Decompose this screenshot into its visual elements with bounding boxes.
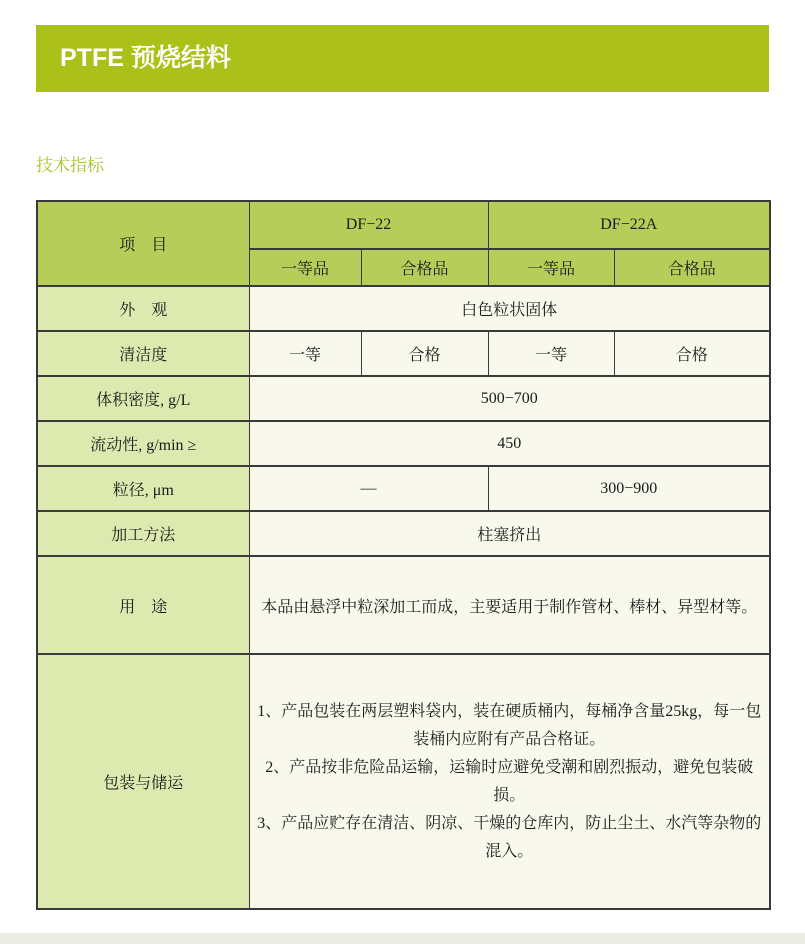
packaging-line-2: 2、产品按非危险品运输，运输时应避免受潮和剧烈振动，避免包装破损。 bbox=[265, 758, 754, 804]
packaging-line-3: 3、产品应贮存在清洁、阴凉、干燥的仓库内，防止尘土、水汽等杂物的混入。 bbox=[257, 814, 762, 860]
row-label-usage: 用 途 bbox=[37, 556, 249, 654]
cell-processing-method-value: 柱塞挤出 bbox=[249, 511, 770, 556]
page-title: PTFE 预烧结料 bbox=[60, 44, 231, 72]
cell-cleanliness-df22-qualified: 合格 bbox=[361, 331, 488, 376]
row-label-flowability: 流动性, g/min ≥ bbox=[37, 421, 249, 466]
page-title-bar bbox=[36, 25, 769, 92]
col-header-item: 项 目 bbox=[37, 201, 249, 286]
table-row-bulk-density bbox=[37, 376, 770, 421]
table-row-usage bbox=[37, 556, 770, 654]
row-label-cleanliness: 清洁度 bbox=[37, 331, 249, 376]
cell-packaging-storage-text bbox=[249, 654, 770, 909]
row-label-bulk-density: 体积密度, g/L bbox=[37, 376, 249, 421]
cell-flowability-value: 450 bbox=[249, 421, 770, 466]
table-row-processing-method bbox=[37, 511, 770, 556]
row-label-particle-size: 粒径, μm bbox=[37, 466, 249, 511]
section-label: 技术指标 bbox=[36, 156, 104, 175]
cell-cleanliness-df22a-qualified: 合格 bbox=[614, 331, 770, 376]
cell-cleanliness-df22-first: 一等 bbox=[249, 331, 361, 376]
row-label-processing-method: 加工方法 bbox=[37, 511, 249, 556]
page-bottom-edge bbox=[0, 933, 805, 944]
table-row-particle-size bbox=[37, 466, 770, 511]
cell-usage-text: 本品由悬浮中粒深加工而成，主要适用于制作管材、棒材、异型材等。 bbox=[249, 556, 770, 654]
table-row-appearance bbox=[37, 286, 770, 331]
col-header-group-df22: DF−22 bbox=[249, 201, 488, 249]
row-label-appearance: 外 观 bbox=[37, 286, 249, 331]
cell-particle-size-df22a: 300−900 bbox=[488, 466, 770, 511]
cell-appearance-value: 白色粒状固体 bbox=[249, 286, 770, 331]
col-header-sub-qualified-df22a: 合格品 bbox=[614, 249, 770, 286]
table-header-row-groups bbox=[37, 201, 770, 249]
col-header-group-df22a: DF−22A bbox=[488, 201, 770, 249]
spec-table bbox=[36, 200, 771, 910]
table-row-packaging-storage bbox=[37, 654, 770, 909]
cell-cleanliness-df22a-first: 一等 bbox=[488, 331, 614, 376]
col-header-sub-qualified-df22: 合格品 bbox=[361, 249, 488, 286]
col-header-sub-first-grade-df22: 一等品 bbox=[249, 249, 361, 286]
cell-particle-size-df22: — bbox=[249, 466, 488, 511]
row-label-packaging-storage: 包装与储运 bbox=[37, 654, 249, 909]
cell-bulk-density-value: 500−700 bbox=[249, 376, 770, 421]
table-row-flowability bbox=[37, 421, 770, 466]
col-header-sub-first-grade-df22a: 一等品 bbox=[488, 249, 614, 286]
packaging-line-1: 1、产品包装在两层塑料袋内，装在硬质桶内，每桶净含量25kg，每一包装桶内应附有产品合格证。 bbox=[257, 702, 762, 748]
table-row-cleanliness bbox=[37, 331, 770, 376]
